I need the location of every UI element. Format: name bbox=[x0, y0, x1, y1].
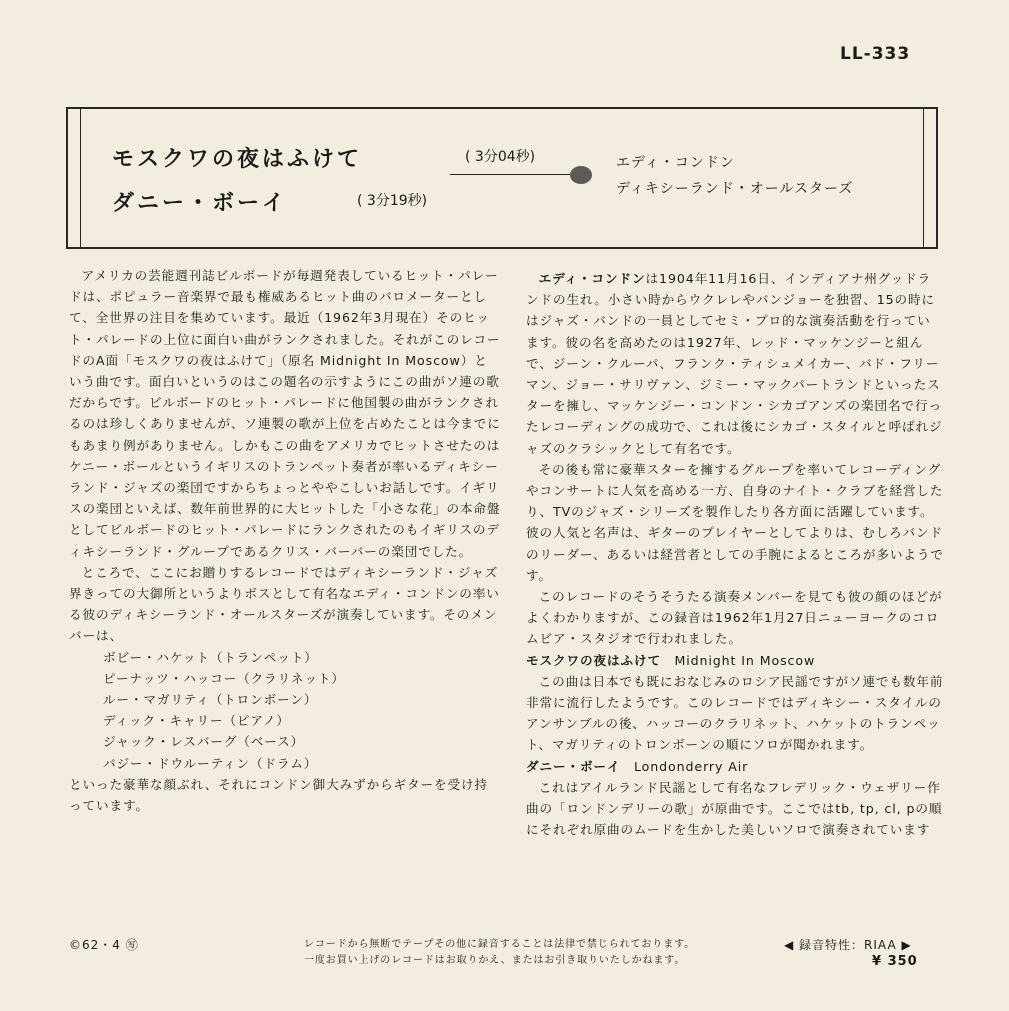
member-item: ディック・キャリー（ピアノ） bbox=[103, 713, 290, 729]
member-item: ルー・マガリティ（トロンボーン） bbox=[103, 692, 318, 708]
catalog-number: LL-333 bbox=[840, 44, 911, 64]
left-paragraph-2: ところで、ここにお贈りするレコードではディキシーランド・ジャズ界きっての大御所というよりボスとして有名なエディ・コンドンの率いる彼のディキシーランド・オールスターズが演奏しています。そのメンバーは、 bbox=[69, 564, 500, 644]
song1-duration: ( 3分04秒) bbox=[465, 149, 536, 165]
artist-name-bold: エディ・コンドン bbox=[538, 271, 646, 286]
song2-title: ダニー・ボーイ bbox=[112, 191, 288, 216]
bullet-dot-icon bbox=[570, 166, 592, 184]
song1-english-title: Midnight In Moscow bbox=[674, 652, 816, 668]
artist-name: エディ・コンドン bbox=[616, 155, 735, 171]
member-list bbox=[69, 647, 501, 774]
right-paragraph-2: その後も常に豪華スターを擁するグループを率いてレコーディングやコンサートに人気を高める一方、自身のナイト・クラブを経営したり、TVのジャズ・シリーズを製作したり各方面に活躍しています。彼の人気と名声は、ギターのプレイヤーとしてよりは、むしろバンドのリーダー、あるいは経営者としての手腕によるところが多いようです。 bbox=[526, 461, 944, 583]
price-label: ¥ 350 bbox=[872, 954, 918, 969]
riaa-curve-label: ◀ 録音特性：RIAA ▶ bbox=[784, 938, 912, 952]
left-paragraph-3: といった豪華な顔ぶれ、それにコンドン御大みずからギターを受け持っています。 bbox=[69, 776, 488, 814]
member-item: バジー・ドウルーティン（ドラム） bbox=[103, 755, 318, 771]
member-item: ジャック・レスバーグ（ベース） bbox=[103, 734, 305, 750]
liner-notes-right bbox=[526, 268, 944, 840]
song2-description: これはアイルランド民謡として有名なフレデリック・ウェザリー作曲の「ロンドンデリーの歌」が原曲です。ここではtb, tp, cl, pの順にそれぞれ原曲のムードを生かした美しいソロで演奏されています bbox=[526, 779, 943, 838]
right-paragraph-1 bbox=[526, 268, 944, 459]
song2-english-title: Londonderry Air bbox=[633, 758, 749, 774]
song2-heading bbox=[526, 756, 944, 777]
song1-description: この曲は日本でも既におなじみのロシア民謡ですがソ連でも数年前非常に流行したようです。このレコードではディキシー・スタイルのアンサンブルの後、ハッコーのクラリネット、ハケットのトランペット、マガリティのトロンボーンの順にソロが聞かれます。 bbox=[526, 673, 944, 753]
song2-heading-title: ダニー・ボーイ bbox=[526, 758, 621, 774]
liner-notes-left bbox=[69, 265, 501, 816]
copyright-mark: ©62・4 ㊢ bbox=[69, 938, 139, 952]
song1-heading bbox=[526, 650, 944, 671]
biography-text: は1904年11月16日、インディアナ州グッドランドの生れ。小さい時からウクレレやバンジョーを独習、15の時にはジャズ・バンドの一員としてセミ・プロ的な演奏活動を行っています。彼の名を高めたのは1927年、レッド・マッケンジーと組んで、ジーン・クルーパ、フランク・ティシュメイカー、バド・フリーマン、ジョー・サリヴァン、ジミー・マックパートランドといったスターを擁し、マッケンジー・コンドン・シカゴアンズの楽団名で行ったレコーディングの成功で、これは後にシカゴ・スタイルと呼ばれジャズのクラシックとして有名です。 bbox=[526, 271, 943, 456]
band-name: ディキシーランド・オールスターズ bbox=[616, 181, 854, 197]
legal-notice-line1: レコードから無断でテープその他に録音することは法律で禁じられております。 bbox=[304, 939, 696, 950]
member-item: ピーナッツ・ハッコー（クラリネット） bbox=[103, 670, 345, 686]
song1-heading-title: モスクワの夜はふけて bbox=[526, 652, 661, 668]
left-paragraph-1: アメリカの芸能週刊誌ビルボードが毎週発表しているヒット・パレードは、ポピュラー音楽界で最も権威あるヒット曲のバロメーターとして、全世界の注目を集めています。最近（1962年3月現在）そのヒット・パレードの上位に面白い曲がランクされました。それがこのレコードのA面「モスクワの夜はふけて」（原名 Midnight In Moscow）という曲です。面白いというのはこの題名の示すようにこの曲がソ連の歌だからです。ビルボードのヒット・パレードに他国製の曲がランクされるのは珍しくありませんが、ソ連製の歌が上位を占めたことは今までにもあまり例がありません。しかもこの曲をアメリカでヒットさせたのはケニー・ボールというイギリスのトランペット奏者が率いるディキシーランド・ジャズの楽団ですからちょっとややこしいお話しです。イギリスの楽団といえば、数年前世界的に大ヒットした「小さな花」の本命盤としてビルボードのヒット・パレードにランクされたのもイギリスのディキシーランド・グループであるクリス・バーバーの楽団でした。 bbox=[69, 268, 501, 559]
member-item: ボビー・ハケット（トランペット） bbox=[103, 649, 318, 665]
song2-duration: ( 3分19秒) bbox=[357, 193, 428, 209]
legal-notice-line2: 一度お買い上げのレコードはお取りかえ、またはお引き取りいたしかねます。 bbox=[304, 955, 686, 966]
title-divider bbox=[450, 174, 575, 175]
right-paragraph-3: このレコードのそうそうたる演奏メンバーを見ても彼の顔のほどがよくわかりますが、この録音は1962年1月27日ニューヨークのコロムビア・スタジオで行われました。 bbox=[526, 589, 943, 647]
song1-title: モスクワの夜はふけて bbox=[112, 147, 363, 172]
